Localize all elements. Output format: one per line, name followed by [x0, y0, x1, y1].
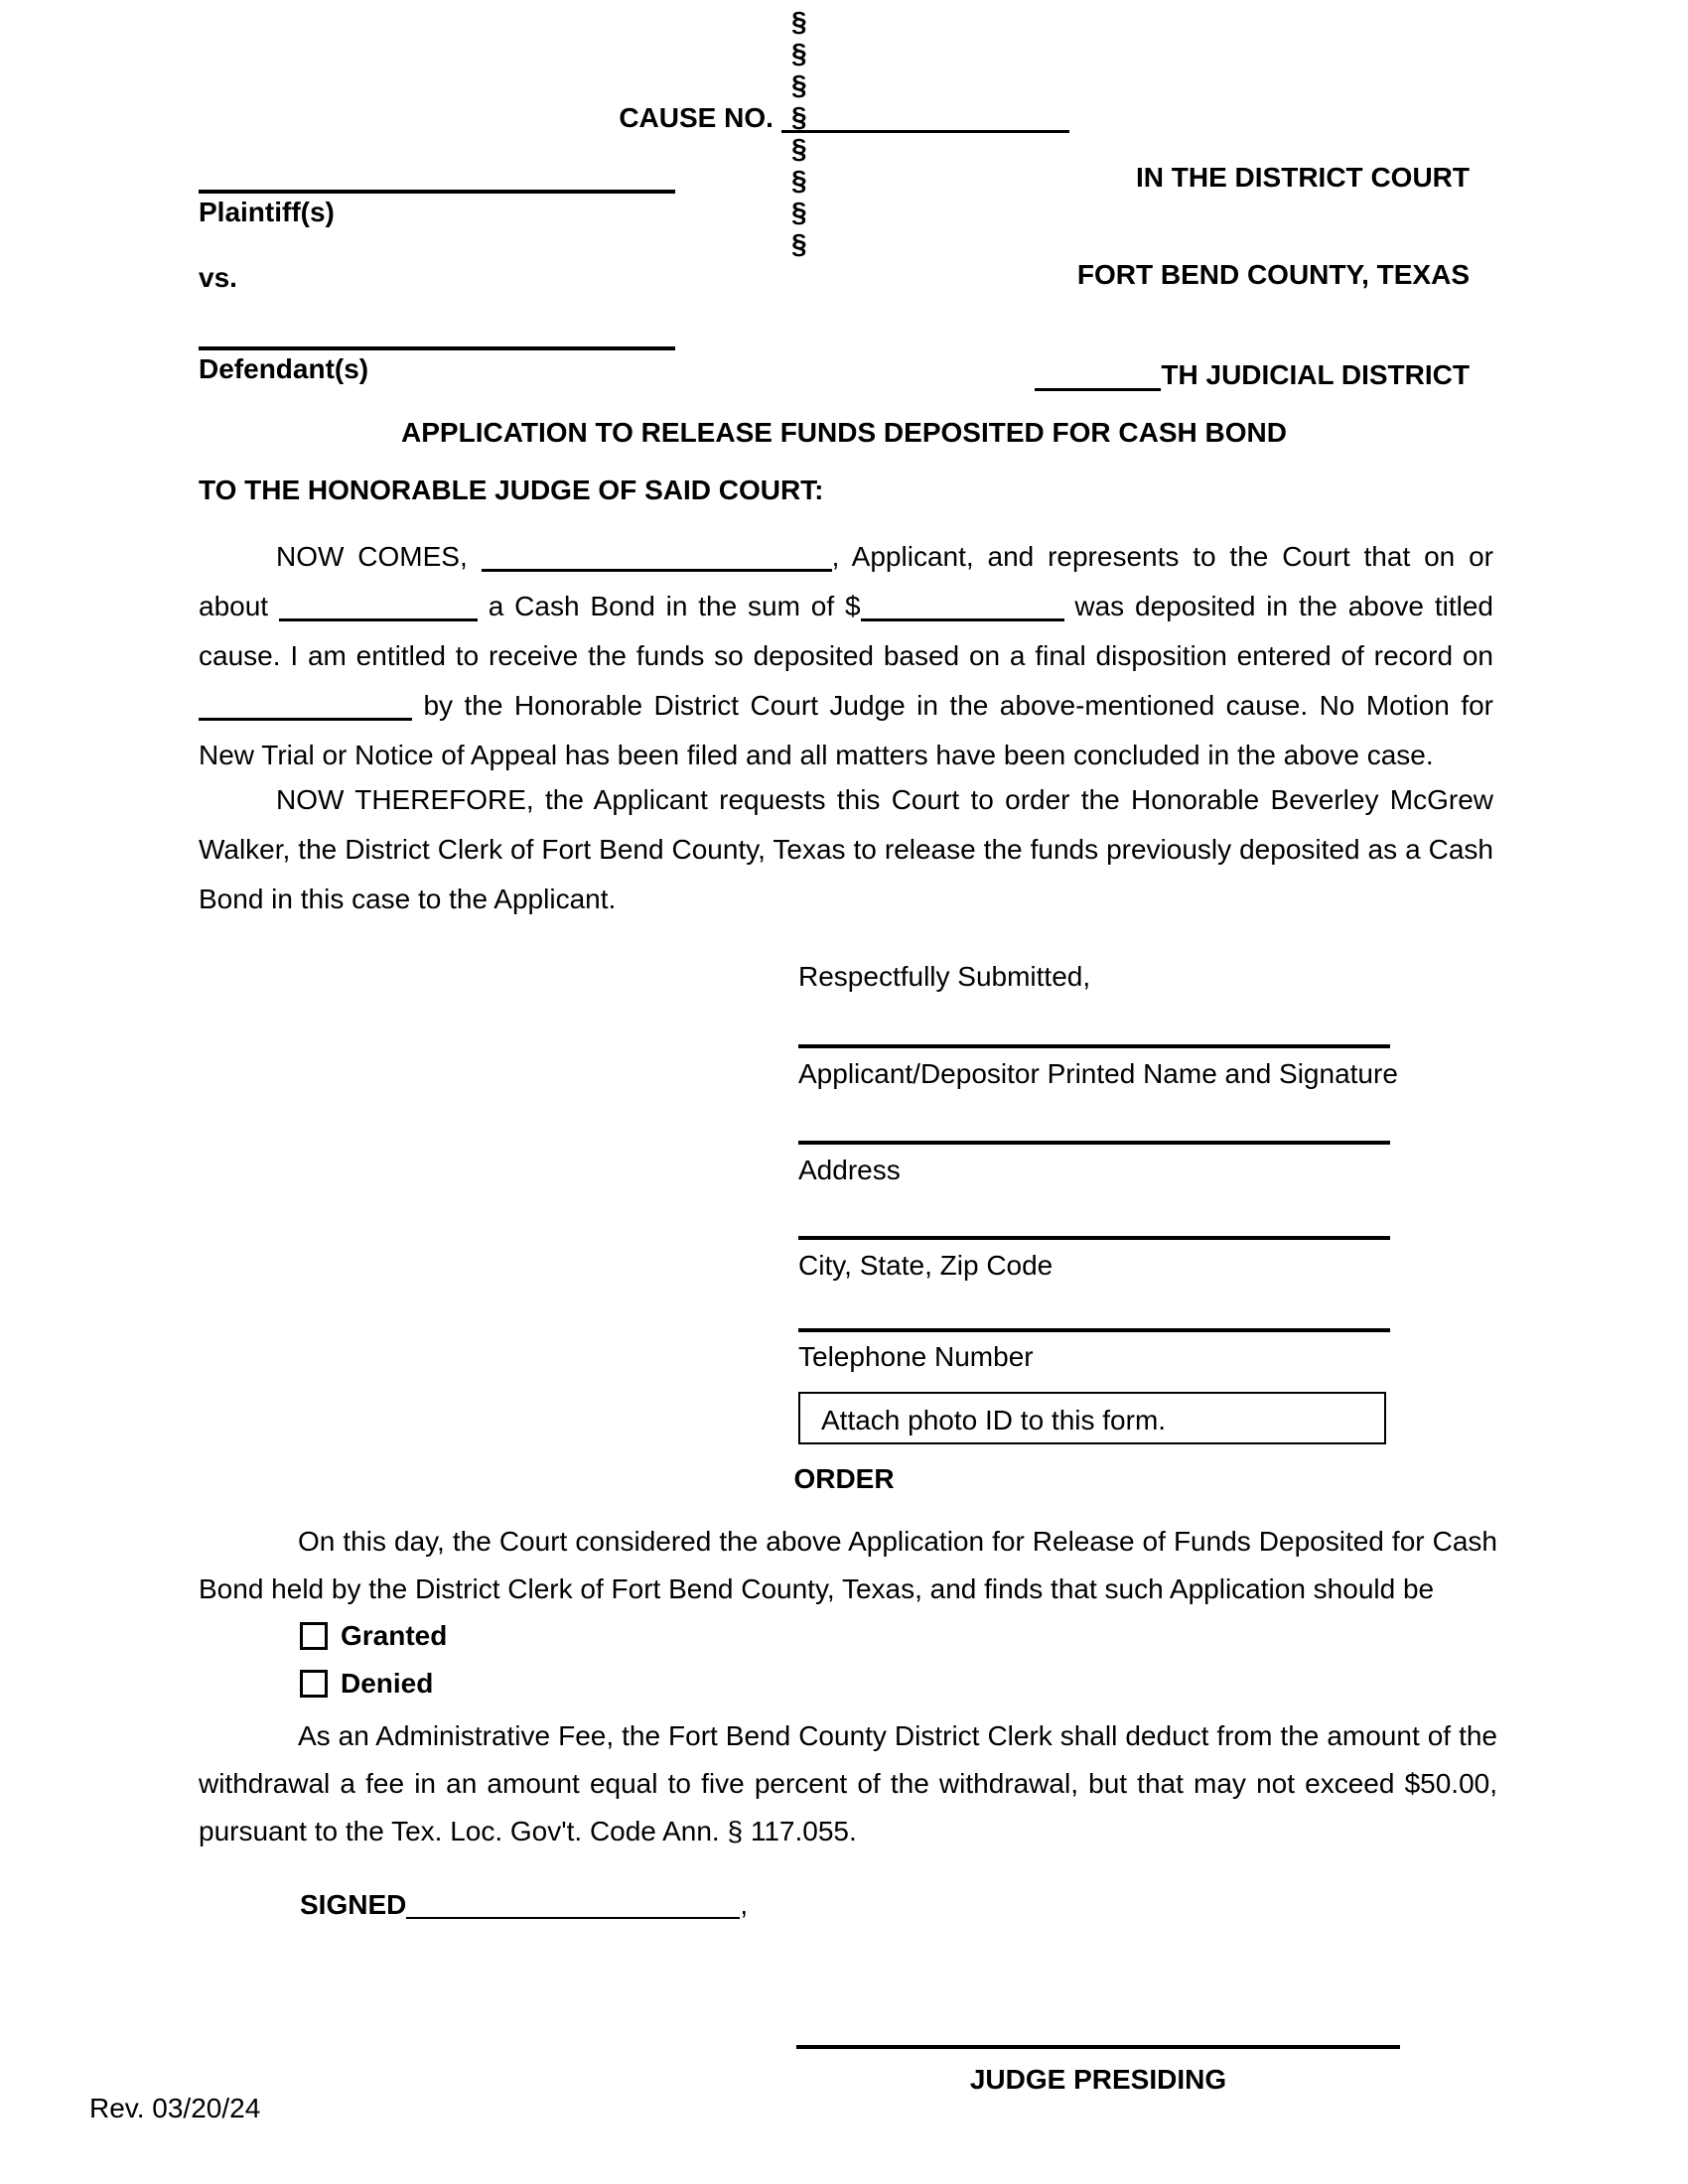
section-symbol: § [791, 6, 807, 37]
salutation: TO THE HONORABLE JUDGE OF SAID COURT: [199, 475, 824, 505]
deposit-date-blank[interactable] [279, 609, 478, 621]
section-symbol: § [791, 133, 807, 164]
granted-option-row [300, 1620, 447, 1652]
order-paragraph-2: As an Administrative Fee, the Fort Bend County District Clerk shall deduct from the amount of the withdrawal a fee in an amount equal to five percent of the withdrawal, but that may not exceed $50.00, pursuant to the Tex. Loc. Gov't. Code Ann. § 117.055. [199, 1720, 1497, 1846]
disposition-date-blank[interactable] [199, 708, 412, 721]
attach-photo-id-note: Attach photo ID to this form. [821, 1405, 1167, 1435]
paragraph-text: was deposited in the above titled cause. I am entitled to receive the funds so deposited based on a final disposition entered of record on [199, 591, 1493, 671]
county-name: FORT BEND COUNTY, TEXAS [1076, 259, 1470, 290]
signed-label: SIGNED [300, 1889, 407, 1920]
granted-label: Granted [341, 1620, 448, 1651]
judicial-district-label: TH JUDICIAL DISTRICT [1161, 359, 1470, 390]
cause-number-row [0, 102, 1688, 134]
defendant-label: Defendant(s) [199, 353, 369, 384]
respectfully-submitted: Respectfully Submitted, [798, 961, 1091, 992]
address-line[interactable] [798, 1141, 1390, 1145]
telephone-label: Telephone Number [798, 1341, 1034, 1372]
city-state-zip-label: City, State, Zip Code [798, 1250, 1054, 1281]
granted-checkbox[interactable] [300, 1622, 328, 1650]
applicant-name-blank[interactable] [482, 559, 832, 572]
court-name: IN THE DISTRICT COURT [1136, 162, 1470, 193]
denied-option-row [300, 1668, 433, 1700]
judicial-district-row [1035, 359, 1470, 391]
denied-label: Denied [341, 1668, 434, 1699]
section-symbol: § [791, 38, 807, 68]
application-paragraph-2: NOW THEREFORE, the Applicant requests this Court to order the Honorable Beverley McGrew Walker, the District Clerk of Fort Bend County, Texas to release the funds previously deposited as a Cash Bond in this case to the Applicant. [199, 784, 1493, 914]
section-symbol: § [791, 101, 807, 132]
judge-signature-line[interactable] [796, 2045, 1400, 2049]
section-symbol: § [791, 165, 807, 196]
paragraph-text: , Applicant, and represents to the Court that on or about [199, 541, 1493, 621]
address-label: Address [798, 1155, 901, 1185]
defendant-name-line[interactable] [199, 346, 675, 350]
cause-number-label: CAUSE NO. [619, 102, 774, 133]
applicant-signature-line[interactable] [798, 1044, 1390, 1048]
denied-checkbox[interactable] [300, 1670, 328, 1698]
telephone-line[interactable] [798, 1328, 1390, 1332]
signed-row [300, 1889, 748, 1921]
applicant-signature-label: Applicant/Depositor Printed Name and Signature [798, 1058, 1398, 1089]
paragraph-text: a Cash Bond in the sum of $ [477, 591, 861, 621]
order-paragraph-1: On this day, the Court considered the above Application for Release of Funds Deposited for Cash Bond held by the District Clerk of Fort Bend County, Texas, and finds that such Application should be [199, 1526, 1497, 1604]
plaintiff-label: Plaintiff(s) [199, 197, 335, 227]
attach-photo-id-box [798, 1392, 1386, 1444]
paragraph-text: NOW COMES, [276, 541, 482, 572]
section-symbol-column [791, 6, 807, 260]
section-symbol: § [791, 69, 807, 100]
plaintiff-name-line[interactable] [199, 190, 675, 194]
signed-date-blank[interactable] [406, 1907, 740, 1919]
application-paragraph-1 [199, 532, 1493, 780]
cause-number-blank[interactable] [781, 120, 1069, 133]
section-symbol: § [791, 228, 807, 259]
city-state-zip-line[interactable] [798, 1236, 1390, 1240]
revision-note: Rev. 03/20/24 [89, 2093, 261, 2123]
paragraph-text: by the Honorable District Court Judge in the above-mentioned cause. No Motion for New Trial or Notice of Appeal has been filed and all matters have been concluded in the above case. [199, 690, 1493, 770]
judicial-district-number-blank[interactable] [1035, 378, 1161, 391]
bond-amount-blank[interactable] [861, 609, 1064, 621]
order-heading: ORDER [793, 1463, 895, 1494]
document-title: APPLICATION TO RELEASE FUNDS DEPOSITED FOR CASH BOND [401, 417, 1287, 448]
judge-presiding-label: JUDGE PRESIDING [969, 2064, 1227, 2095]
vs-label: vs. [199, 262, 237, 293]
section-symbol: § [791, 197, 807, 227]
signed-comma: , [740, 1889, 749, 1920]
